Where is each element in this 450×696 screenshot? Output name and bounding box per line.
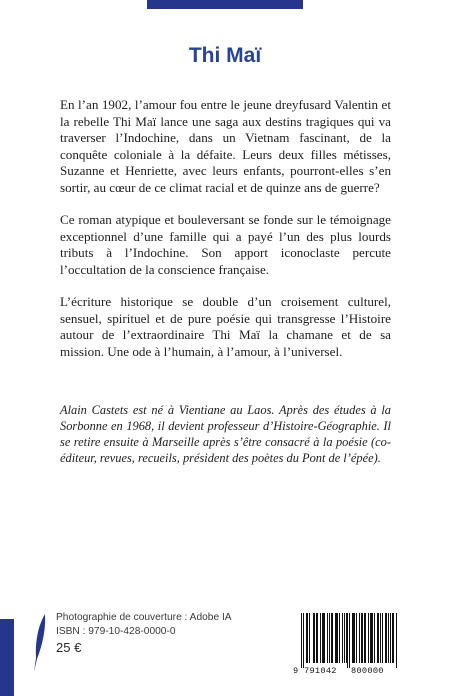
barcode-left-group: 791042 [304, 666, 337, 676]
barcode [293, 609, 405, 682]
left-accent-bar [0, 619, 14, 696]
top-accent-bar [147, 0, 303, 9]
book-title: Thi Maï [188, 44, 262, 67]
price: 25 € [56, 640, 82, 655]
feather-logo-icon [32, 612, 48, 674]
synopsis-paragraph-1: En l’an 1902, l’amour fou entre le jeune dreyfusard Valentin et la rebelle Thi Maï lance une saga aux destins tragiques qui va traverser l’Indochine, dans un Vietnam fascinant, de la conquête coloniale à la défaite. Leurs deux filles métisses, Suzanne et Henriette, avec leurs enfants, pourront-elles s’en sortir, au cœur de ce climat racial et de quinze ans de guerre? [60, 97, 391, 195]
isbn: ISBN : 979-10-428-0000-0 [56, 626, 176, 637]
barcode-bars [301, 613, 397, 668]
barcode-right-group: 800000 [351, 666, 384, 676]
barcode-lead-digit: 9 [293, 666, 299, 676]
synopsis-paragraph-3: L’écriture historique se double d’un croisement culturel, sensuel, spirituel et de pure poésie qui transgresse l’Histoire autour de l’extraordinaire Thi Maï la chamane et de sa mission. Une ode à l’humain, à l’amour, à l’universel. [60, 294, 391, 359]
synopsis-paragraph-2: Ce roman atypique et bouleversant se fonde sur le témoignage exceptionnel d’une famille qui a payé l’un des plus lourds tributs à l’Indochine. Son apport iconoclaste percute l’occultation de la conscience française. [60, 212, 391, 277]
author-bio: Alain Castets est né à Vientiane au Laos. Après des études à la Sorbonne en 1968, il devient professeur d’Histoire-Géographie. Il se retire ensuite à Marseille après s’être consacré à la poésie (co-éditeur, revues, recueils, président des poètes du Pont de l’épée). [60, 403, 391, 465]
photo-credit: Photographie de couverture : Adobe IA [56, 612, 232, 623]
credits [56, 611, 232, 639]
synopsis [60, 97, 391, 376]
